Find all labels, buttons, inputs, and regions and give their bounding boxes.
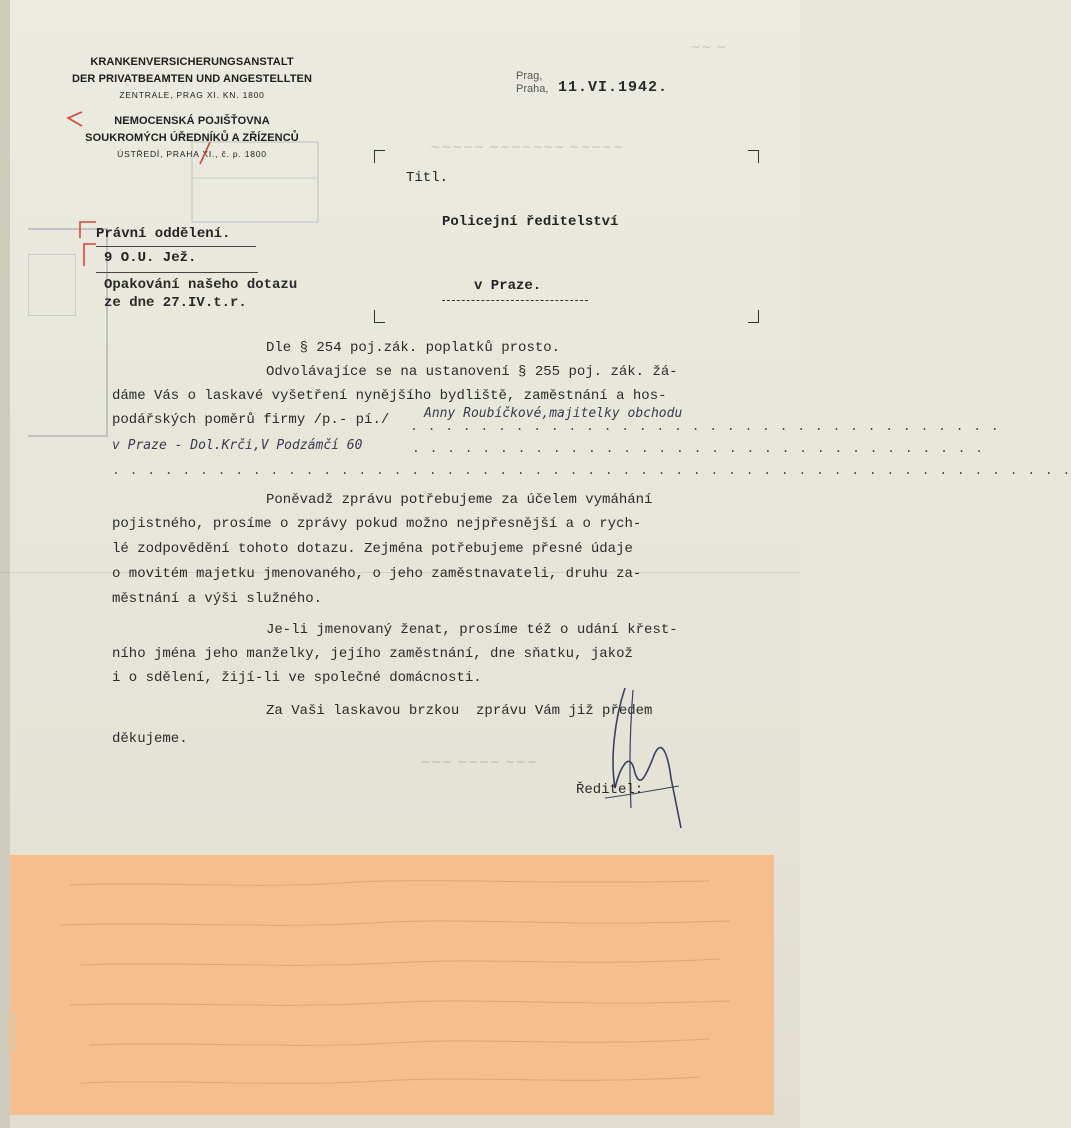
received-stamp xyxy=(190,138,325,228)
slip-left-tear xyxy=(8,1012,16,1052)
paragraph-1-line-1: Odvolávajíce se na ustanovení § 255 poj. zák. žá- xyxy=(266,364,678,380)
paragraph-2-line-5: městnání a výši služného. xyxy=(112,591,323,607)
faint-handwritten-note-mid: ~~~~~ ~~~~~~~ ~~~~~ xyxy=(430,140,624,155)
blank-dotted-line: . . . . . . . . . . . . . . . . . . . . . . . . . . . . . . . . . . . . . . . . . . . . . . . . . . . . . . . xyxy=(112,463,1071,478)
paragraph-3-line-3: i o sdělení, žijí-li ve společné domácnosti. xyxy=(112,670,482,686)
page-left-edge xyxy=(0,0,10,1128)
faint-handwritten-note-lower: ~~~ ~~~~ ~~~ xyxy=(420,755,538,770)
letterhead-german-name: KRANKENVERSICHERUNGSANSTALT xyxy=(90,56,294,68)
letterhead-czech-sub: SOUKROMÝCH ÚŘEDNÍKŮ A ZŘÍZENCŮ xyxy=(85,132,299,144)
fee-note: Dle § 254 poj.zák. poplatků prosto. xyxy=(266,340,561,356)
letterhead-czech-address: ÚSTŘEDÍ, PRAHA XI., č. p. 1800 xyxy=(117,149,267,159)
attached-orange-slip xyxy=(10,855,774,1115)
addressee-office: Policejní ředitelství xyxy=(442,214,619,230)
paragraph-1-line-2: dáme Vás o laskavé vyšetření nynějšího bydliště, zaměstnání a hos- xyxy=(112,388,667,404)
paragraph-2-line-1: Poněvadž zprávu potřebujeme za účelem vymáhání xyxy=(266,492,653,508)
address-corner-bl xyxy=(374,310,385,323)
firm-address: v Praze - Dol.Krči,V Podzámčí 60 xyxy=(112,438,363,453)
slip-faint-handwriting xyxy=(10,855,774,1115)
subject-line-2: ze dne 27.IV.t.r. xyxy=(104,295,247,311)
place-label-de: Prag, xyxy=(516,70,543,82)
addressee-salutation: Titl. xyxy=(406,170,449,186)
department-underline xyxy=(96,246,256,247)
paragraph-3-line-2: ního jména jeho manželky, jejího zaměstnání, dne sňatku, jakož xyxy=(112,646,633,662)
address-corner-br xyxy=(748,310,759,323)
signer-title: Ředitel: xyxy=(576,782,644,798)
department-label: Právní oddělení. xyxy=(96,226,231,242)
letter-date: 11.VI.1942. xyxy=(558,79,669,96)
letterhead-czech-name: NEMOCENSKÁ POJIŠŤOVNA xyxy=(114,115,270,127)
addressee-city: v Praze. xyxy=(474,278,542,294)
address-corner-tl xyxy=(374,150,385,163)
faint-handwritten-note-top: ~~ ~ xyxy=(690,40,727,55)
address-corner-tr xyxy=(748,150,759,163)
place-labels xyxy=(516,70,548,96)
paragraph-1-line-3: podářských poměrů firmy /p.- pí./ xyxy=(112,412,390,428)
paragraph-2-line-3: lé zodpovědění tohoto dotazu. Zejména potřebujeme přesné údaje xyxy=(112,541,633,557)
reference-underline xyxy=(96,272,258,273)
paragraph-3-line-1: Je-li jmenovaný ženat, prosíme též o udání křest- xyxy=(266,622,678,638)
letterhead-german-sub: DER PRIVATBEAMTEN UND ANGESTELLTEN xyxy=(71,73,313,85)
paragraph-2-line-4: o movitém majetku jmenovaného, o jeho zaměstnavateli, druhu za- xyxy=(112,566,642,582)
closing-line-2: děkujeme. xyxy=(112,731,188,747)
addressee-city-underline xyxy=(442,300,588,301)
firm-name-dotted-line: . . . . . . . . . . . . . . . . . . . . . . . . . . . . . . . . . . xyxy=(410,419,1000,434)
firm-name: Anny Roubíčkové,majitelky obchodu xyxy=(424,406,683,421)
letterhead-german-address: ZENTRALE, PRAG XI. KN. 1800 xyxy=(119,90,265,100)
place-label-cs: Praha, xyxy=(516,83,549,95)
handwritten-signature xyxy=(575,678,695,838)
paragraph-2-line-2: pojistného, prosíme o zprávy pokud možno nejpřesnější a o rych- xyxy=(112,516,642,532)
closing-line-1: Za Vaši laskavou brzkou zprávu Vám již předem xyxy=(266,703,653,719)
firm-address-dotted-line: . . . . . . . . . . . . . . . . . . . . . . . . . . . . . . . . . xyxy=(412,441,985,456)
archive-stamp-inner xyxy=(28,254,76,316)
subject-line-1: Opakování našeho dotazu xyxy=(104,277,298,293)
reference-code: 9 O.U. Jež. xyxy=(104,250,197,266)
